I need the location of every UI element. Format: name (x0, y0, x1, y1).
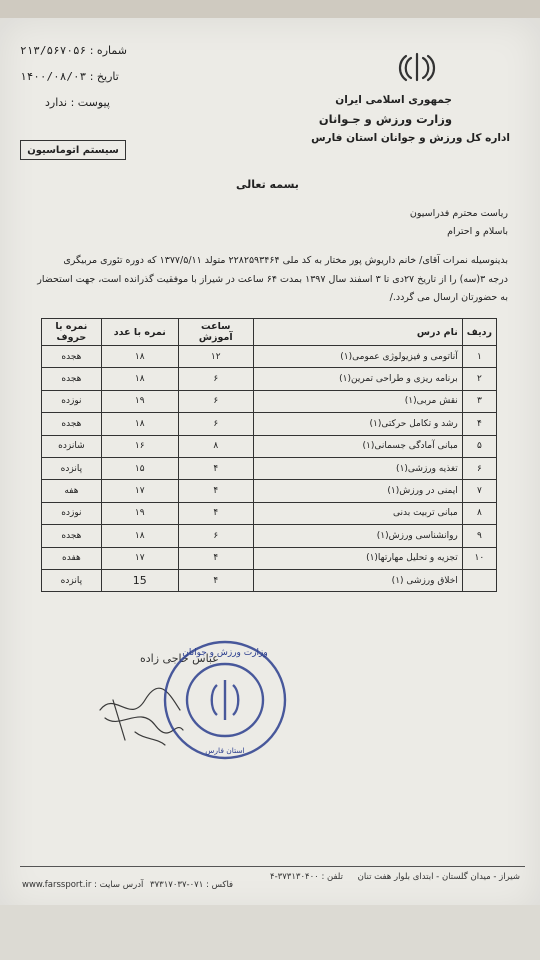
cell-grade-number: ۱۸ (101, 368, 178, 390)
cell-grade-words: هجده (42, 525, 102, 547)
table-header-row (42, 319, 497, 346)
cell-training-hours: ۱۲ (178, 346, 253, 368)
signer-name: عباس حاجی زاده (140, 652, 219, 665)
cell-row-number: ۶ (462, 457, 496, 479)
cell-row-number: ۷ (462, 480, 496, 502)
cell-course-name: نقش مربی(۱) (253, 390, 462, 412)
header-ministry: وزارت ورزش و جـوانان (318, 112, 452, 126)
header-row-number: ردیف (462, 319, 496, 346)
table-row (42, 569, 497, 591)
header-training-hours: ساعت آموزش (178, 319, 253, 346)
cell-course-name: تغذیه ورزشی(۱) (253, 457, 462, 479)
header-grade-words: نمره با حروف (42, 319, 102, 346)
cell-grade-number: ۱۸ (101, 413, 178, 435)
header-course-name: نام درس (253, 319, 462, 346)
cell-grade-words: شانزده (42, 435, 102, 457)
cell-row-number: ۲ (462, 368, 496, 390)
letter-attachment-label: پیوست : (70, 96, 110, 109)
cell-grade-words: هجده (42, 346, 102, 368)
cell-course-name: آناتومی و فیزیولوژی عمومی(۱) (253, 346, 462, 368)
table-row (42, 368, 497, 390)
footer-phone: تلفن : ۳۷۳۱۳۰۴۰۰-۴ (270, 872, 343, 882)
cell-training-hours: ۴ (178, 569, 253, 591)
official-stamp-icon (160, 635, 290, 765)
letter-date-label: تاریخ : (89, 70, 119, 83)
cell-row-number (462, 569, 496, 591)
letter-number (20, 44, 127, 57)
automation-system-box: سیستم اتوماسیون (20, 140, 126, 160)
cell-course-name: اخلاق ورزشی (۱) (253, 569, 462, 591)
letter-attachment (45, 96, 110, 109)
cell-grade-number: ۱۷ (101, 547, 178, 569)
cell-training-hours: ۶ (178, 413, 253, 435)
header-grade-number: نمره با عدد (101, 319, 178, 346)
table-row (42, 502, 497, 524)
bismillah-heading: بسمه تعالی (236, 178, 299, 191)
cell-course-name: رشد و تکامل حرکتی(۱) (253, 413, 462, 435)
table-row (42, 547, 497, 569)
table-row (42, 413, 497, 435)
cell-grade-number: 15 (101, 569, 178, 591)
cell-grade-words: هجده (42, 413, 102, 435)
header-republic: جمهوری اسلامی ایران (335, 94, 452, 106)
cell-row-number: ۴ (462, 413, 496, 435)
letter-attachment-value: ندارد (45, 96, 68, 109)
iran-emblem-icon (396, 50, 438, 84)
cell-training-hours: ۴ (178, 480, 253, 502)
paragraph-line-3: به حضورتان ارسال می گردد./ (389, 292, 508, 303)
cell-course-name: روانشناسی ورزش(۱) (253, 525, 462, 547)
table-row (42, 346, 497, 368)
cell-course-name: ایمنی در ورزش(۱) (253, 480, 462, 502)
table-row (42, 457, 497, 479)
cell-training-hours: ۸ (178, 435, 253, 457)
header-department: اداره کل ورزش و جوانان استان فارس (311, 132, 510, 144)
cell-grade-number: ۱۵ (101, 457, 178, 479)
cell-row-number: ۸ (462, 502, 496, 524)
cell-grade-number: ۱۸ (101, 346, 178, 368)
cell-course-name: تجزیه و تحلیل مهارتها(۱) (253, 547, 462, 569)
cell-grade-number: ۱۹ (101, 390, 178, 412)
table-row (42, 435, 497, 457)
letter-date (20, 70, 119, 83)
greeting-line: باسلام و احترام (447, 226, 508, 237)
footer-address: شیراز - میدان گلستان - ابتدای بلوار هفت تنان (357, 872, 520, 882)
cell-course-name: مبانی تربیت بدنی (253, 502, 462, 524)
paragraph-line-2: درجه ۳(سه) را از تاریخ ۲۷دی تا ۳ اسفند سال ۱۳۹۷ بمدت ۶۴ ساعت در شیراز با موفقیت گذرانده است، جهت استحضار (37, 274, 508, 285)
cell-course-name: مبانی آمادگی جسمانی(۱) (253, 435, 462, 457)
letter-number-value: ۲۱۳/۵۶۷۰۵۶ (20, 44, 87, 57)
cell-training-hours: ۴ (178, 502, 253, 524)
cell-training-hours: ۶ (178, 368, 253, 390)
grades-table (41, 318, 497, 592)
cell-grade-words: پانزده (42, 457, 102, 479)
footer-fax: فاکس : ۰۷۱-۳۷۳۱۷۰۳۷ (150, 880, 234, 890)
cell-training-hours: ۶ (178, 390, 253, 412)
paragraph-line-1: بدینوسیله نمرات آقای/ خانم داریوش پور مختار به کد ملی ۲۲۸۲۵۹۳۴۶۴ متولد ۱۳۷۷/۵/۱۱ که دوره تئوری مربیگری (63, 255, 508, 266)
table-row (42, 525, 497, 547)
letter-number-label: شماره : (89, 44, 127, 57)
cell-row-number: ۹ (462, 525, 496, 547)
cell-row-number: ۵ (462, 435, 496, 457)
cell-grade-number: ۱۸ (101, 525, 178, 547)
cell-course-name: برنامه ریزی و طراحی تمرین(۱) (253, 368, 462, 390)
cell-grade-number: ۱۶ (101, 435, 178, 457)
table-row (42, 390, 497, 412)
cell-training-hours: ۴ (178, 457, 253, 479)
cell-grade-words: هفه (42, 480, 102, 502)
background-fabric-bottom (0, 905, 540, 960)
svg-text:وزارت ورزش و جوانان: وزارت ورزش و جوانان (182, 648, 268, 658)
cell-training-hours: ۶ (178, 525, 253, 547)
cell-grade-number: ۱۷ (101, 480, 178, 502)
cell-grade-words: نوزده (42, 502, 102, 524)
footer-website: www.farssport.ir : آدرس سایت (22, 880, 144, 890)
footer-divider (20, 866, 525, 867)
cell-grade-number: ۱۹ (101, 502, 178, 524)
cell-grade-words: پانزده (42, 569, 102, 591)
recipient-line: ریاست محترم فدراسیون (409, 208, 508, 219)
letter-date-value: ۱۴۰۰/۰۸/۰۳ (20, 70, 87, 83)
cell-grade-words: هجده (42, 368, 102, 390)
table-row (42, 480, 497, 502)
cell-row-number: ۳ (462, 390, 496, 412)
cell-training-hours: ۴ (178, 547, 253, 569)
cell-row-number: ۱ (462, 346, 496, 368)
cell-row-number: ۱۰ (462, 547, 496, 569)
cell-grade-words: هفده (42, 547, 102, 569)
svg-text:استان فارس: استان فارس (205, 746, 245, 755)
cell-grade-words: نوزده (42, 390, 102, 412)
